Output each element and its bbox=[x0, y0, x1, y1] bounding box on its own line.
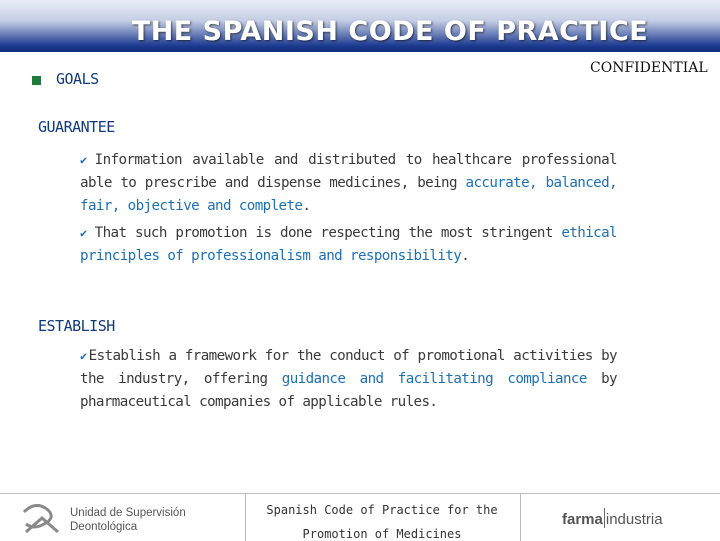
checkmark-icon: ✔ bbox=[80, 349, 87, 363]
supervision-unit-logo-icon bbox=[20, 502, 62, 536]
establish-item-1-highlight: guidance and facilitating compliance bbox=[281, 371, 587, 387]
brand-part-2: industria bbox=[605, 511, 663, 528]
establish-item-1 bbox=[80, 345, 617, 414]
guarantee-item-1-highlight: accurate, balanced, fair, objective and complete bbox=[80, 175, 618, 214]
brand-separator bbox=[604, 508, 605, 528]
footer bbox=[0, 493, 720, 541]
slide-title: THE SPANISH CODE OF PRACTICE bbox=[131, 16, 649, 47]
guarantee-item-2-end: . bbox=[461, 248, 470, 264]
brand-part-1: farma bbox=[562, 511, 603, 528]
checkmark-icon: ✔ bbox=[80, 226, 87, 240]
establish-item-1-end: by pharmaceutical companies of applicable rules. bbox=[80, 371, 617, 410]
establish-item-1-text: Establish a framework for the conduct of promotional activities by the industry, offering bbox=[80, 348, 617, 387]
checkmark-icon: ✔ bbox=[80, 153, 87, 167]
guarantee-item-1-text: Information available and distributed to healthcare professional able to prescribe and dispense medicines, being bbox=[80, 152, 617, 191]
footer-logo-line-1: Unidad de Supervisión bbox=[70, 507, 186, 519]
confidential-label: CONFIDENTIAL bbox=[590, 60, 708, 76]
footer-center-line-2: Promotion of Medicines bbox=[302, 527, 462, 541]
guarantee-item-2 bbox=[80, 222, 617, 268]
square-bullet-icon bbox=[32, 76, 41, 85]
guarantee-item-1 bbox=[80, 149, 617, 218]
goals-heading: GOALS bbox=[56, 70, 99, 88]
footer-divider bbox=[245, 494, 246, 541]
establish-heading: ESTABLISH bbox=[38, 317, 115, 335]
footer-logo-line-2: Deontológica bbox=[70, 521, 138, 533]
guarantee-item-2-text: That such promotion is done respecting the most stringent bbox=[94, 225, 562, 241]
guarantee-heading: GUARANTEE bbox=[38, 118, 115, 136]
guarantee-item-1-end: . bbox=[302, 198, 311, 214]
farmaindustria-logo bbox=[562, 508, 663, 528]
footer-divider bbox=[520, 494, 521, 541]
guarantee-item-2-highlight: ethical principles of professionalism and responsibility bbox=[80, 225, 617, 264]
footer-center-line-1: Spanish Code of Practice for the bbox=[266, 503, 498, 517]
